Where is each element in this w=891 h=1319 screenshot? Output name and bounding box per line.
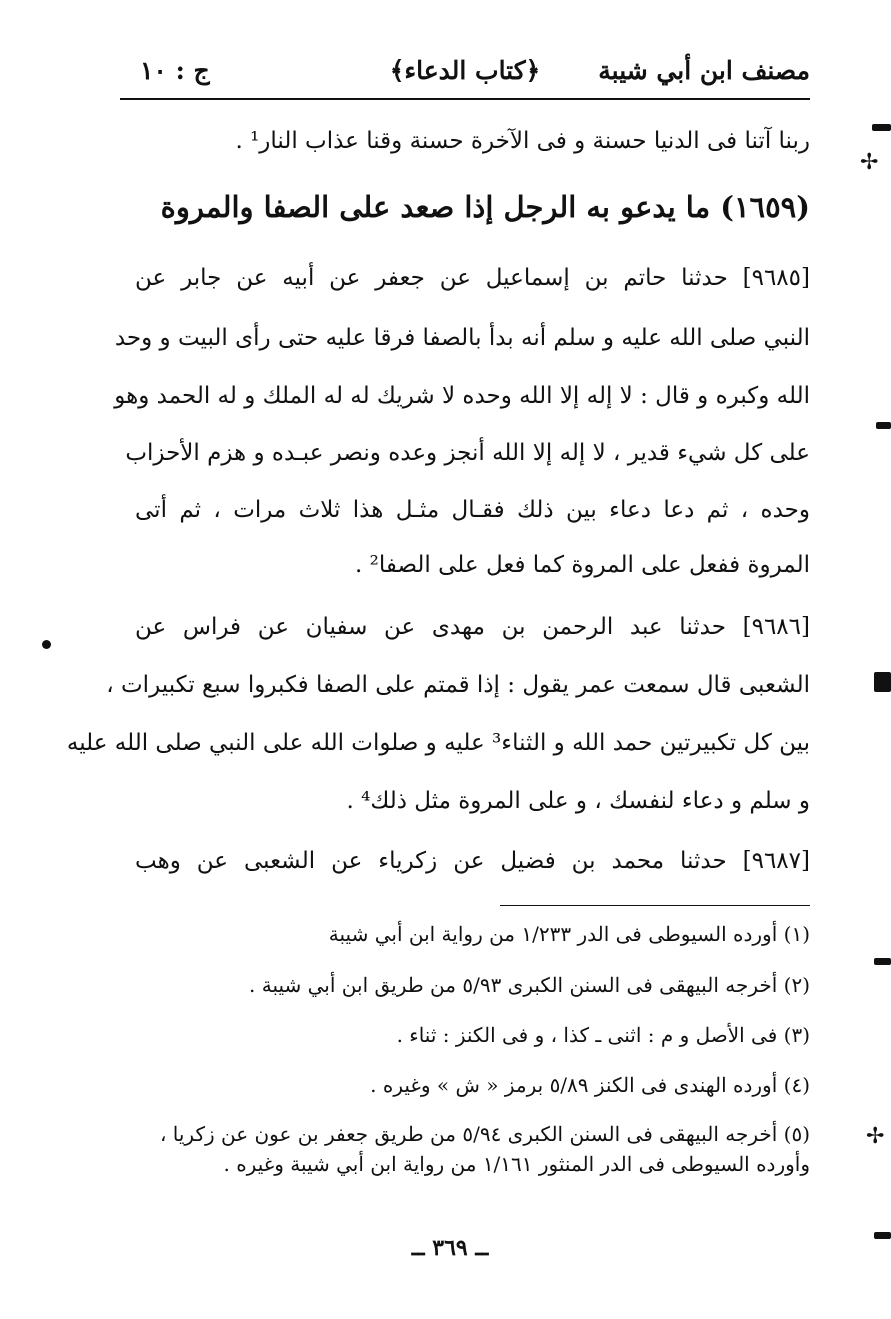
page-number: ــ ٣٦٩ ــ (411, 1235, 489, 1261)
footnote: (٤) أورده الهندى فى الكنز ٥/٨٩ برمز « ش » وغيره . (370, 1073, 810, 1097)
footnote: (١) أورده السيوطى فى الدر ١/٢٣٣ من رواية ابن أبي شيبة (328, 922, 810, 946)
margin-mark (874, 958, 891, 965)
text-line: [٩٦٨٧] حدثنا محمد بن فضيل عن زكرياء عن الشعبى عن وهب (135, 848, 810, 874)
text-line: و سلم و دعاء لنفسك ، و على المروة مثل ذلك⁴ . (346, 788, 810, 814)
margin-mark (876, 422, 891, 429)
section-heading: (١٦٥٩) ما يدعو به الرجل إذا صعد على الصفا والمروة (160, 190, 810, 224)
header-rule (120, 98, 810, 100)
text-line: [٩٦٨٥] حدثنا حاتم بن إسماعيل عن جعفر عن أبيه عن جابر عن (135, 265, 810, 291)
margin-star-mark: ✢ (866, 1124, 885, 1149)
text-line: الشعبى قال سمعت عمر يقول : إذا قمتم على الصفا فكبروا سبع تكبيرات ، (106, 672, 810, 698)
text-line: المروة ففعل على المروة كما فعل على الصفا² . (354, 552, 810, 578)
text-line: ربنا آتنا فى الدنيا حسنة و فى الآخرة حسنة وقنا عذاب النار¹ . (235, 128, 810, 154)
text-line: على كل شيء قدير ، لا إله إلا الله أنجز وعده ونصر عبـده و هزم الأحزاب (125, 440, 810, 466)
margin-mark (872, 124, 891, 131)
text-line: بين كل تكبيرتين حمد الله و الثناء³ عليه و صلوات الله على النبي صلى الله عليه (66, 730, 810, 756)
footnote-rule (500, 905, 810, 906)
footnote: (٢) أخرجه البيهقى فى السنن الكبرى ٥/٩٣ من طريق ابن أبي شيبة . (249, 973, 810, 997)
chapter-title: ﴿كتاب الدعاء﴾ (389, 56, 541, 85)
footnote: وأورده السيوطى فى الدر المنثور ١/١٦١ من رواية ابن أبي شيبة وغيره . (223, 1152, 810, 1176)
text-line: وحده ، ثم دعا دعاء بين ذلك فقـال مثـل هذا ثلاث مرات ، ثم أتى (135, 497, 810, 523)
margin-star-mark: ✢ (860, 150, 879, 175)
book-title: مصنف ابن أبي شيبة (598, 56, 810, 85)
volume-number: ج : ١٠ (140, 56, 210, 85)
margin-dot (42, 640, 51, 649)
text-line: [٩٦٨٦] حدثنا عبد الرحمن بن مهدى عن سفيان عن فراس عن (135, 614, 810, 640)
text-line: النبي صلى الله عليه و سلم أنه بدأ بالصفا فرقا عليه حتى رأى البيت و وحد (114, 325, 810, 351)
footnote: (٥) أخرجه البيهقى فى السنن الكبرى ٥/٩٤ من طريق جعفر بن عون عن زكريا ، (159, 1122, 810, 1146)
margin-mark (874, 1232, 891, 1239)
margin-mark (874, 672, 891, 692)
running-header (120, 52, 810, 96)
text-line: الله وكبره و قال : لا إله إلا الله وحده لا شريك له له الملك و له الحمد وهو (114, 383, 810, 409)
footnote: (٣) فى الأصل و م : اثنى ـ كذا ، و فى الكنز : ثناء . (396, 1023, 810, 1047)
